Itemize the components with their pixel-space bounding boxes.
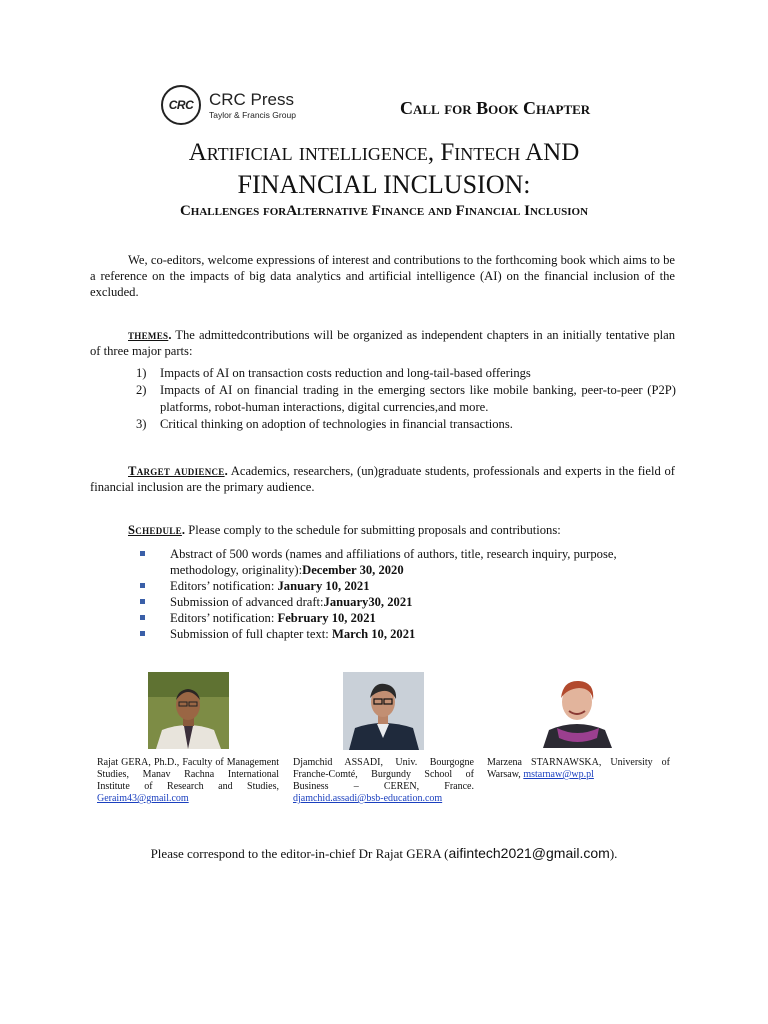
crc-press-logo (161, 85, 331, 129)
bullet-square-icon (140, 599, 145, 604)
bullet-square-icon (140, 631, 145, 636)
intro-paragraph: We, co-editors, welcome expressions of interest and contributions to the forthcoming book which aims to be a reference on the impacts of big data analytics and artificial intelligence (AI) on the financial inclusion of the excluded. (90, 253, 675, 299)
schedule-text: Please comply to the schedule for submitting proposals and contributions: (185, 523, 561, 537)
schedule-paragraph: Schedule. Please comply to the schedule for submitting proposals and contributions: (128, 523, 561, 537)
list-item: Abstract of 500 words (names and affiliations of authors, title, research inquiry, purpose, methodology, originality):December 30, 2020 (138, 546, 658, 578)
schedule-label: Schedule (128, 523, 182, 537)
audience-label: Target audience (128, 464, 225, 478)
book-title-line2: FINANCIAL INCLUSION: (237, 170, 531, 199)
editor-in-chief-email[interactable]: aifintech2021@gmail.com (448, 845, 610, 861)
themes-label: themes (128, 328, 169, 342)
editor-caption-starnawska: Marzena STARNAWSKA, University of Warsaw, mstarnaw@wp.pl (487, 757, 670, 780)
editor-caption-assadi: Djamchid ASSADI, Univ. Bourgogne Franche-Comté, Burgundy School of Business – CEREN, France. djamchid.assadi@bsb-education.com (293, 757, 474, 804)
schedule-list (138, 546, 658, 642)
footer-contact: Please correspond to the editor-in-chief Dr Rajat GERA (aifintech2021@gmail.com). (150, 845, 618, 861)
list-item: 1) Impacts of AI on transaction costs reduction and long-tail-based offerings (136, 366, 531, 380)
book-title-line1: Artificial intelligence, Fintech AND (188, 139, 580, 166)
list-item: Editors’ notification: January 10, 2021 (138, 578, 658, 594)
list-item: Submission of advanced draft:January30, 2021 (138, 594, 658, 610)
call-title: Call for Book Chapter (400, 98, 591, 118)
bullet-square-icon (140, 583, 145, 588)
themes-paragraph: themes. The admittedcontributions will be organized as independent chapters in an initially tentative plan of three major parts: (90, 328, 675, 358)
book-subtitle: Challenges forAlternative Finance and Financial Inclusion (179, 203, 589, 219)
editor-caption-gera: Rajat GERA, Ph.D., Faculty of Management Studies, Manav Rachna International Institute of Research and Studies, Geraim43@gmail.com (97, 757, 279, 804)
bullet-square-icon (140, 551, 145, 556)
themes-list (136, 365, 676, 433)
audience-text: Academics, researchers, (un)graduate students, professionals and experts in the field of financial inclusion are the primary audience. (90, 464, 675, 494)
email-link[interactable]: djamchid.assadi@bsb-education.com (293, 793, 443, 804)
list-item: Editors’ notification: February 10, 2021 (138, 610, 658, 626)
editor-photo-starnawska (541, 672, 614, 748)
list-item: 3) Critical thinking on adoption of technologies in financial transactions. (136, 417, 513, 431)
audience-paragraph: Target audience. Academics, researchers, (un)graduate students, professionals and experts in the field of financial inclusion are the primary audience. (90, 464, 675, 494)
list-item: 2) Impacts of AI on financial trading in the emerging sectors like mobile banking, peer-to-peer (P2P) platforms, robot-human interactions, digital currencies,and more. (136, 383, 676, 414)
editor-photo-gera (148, 672, 229, 749)
crc-logo-icon: CRC (161, 85, 201, 125)
logo-publisher-name: CRC Press (209, 90, 295, 109)
logo-publisher-subtitle: Taylor & Francis Group (209, 110, 296, 120)
list-item: Submission of full chapter text: March 10, 2021 (138, 626, 658, 642)
email-link[interactable]: Geraim43@gmail.com (97, 793, 189, 804)
editor-photo-assadi (343, 672, 424, 750)
bullet-square-icon (140, 615, 145, 620)
themes-text: The admittedcontributions will be organized as independent chapters in an initially tentative plan of three major parts: (90, 328, 675, 358)
email-link[interactable]: mstarnaw@wp.pl (523, 769, 594, 780)
